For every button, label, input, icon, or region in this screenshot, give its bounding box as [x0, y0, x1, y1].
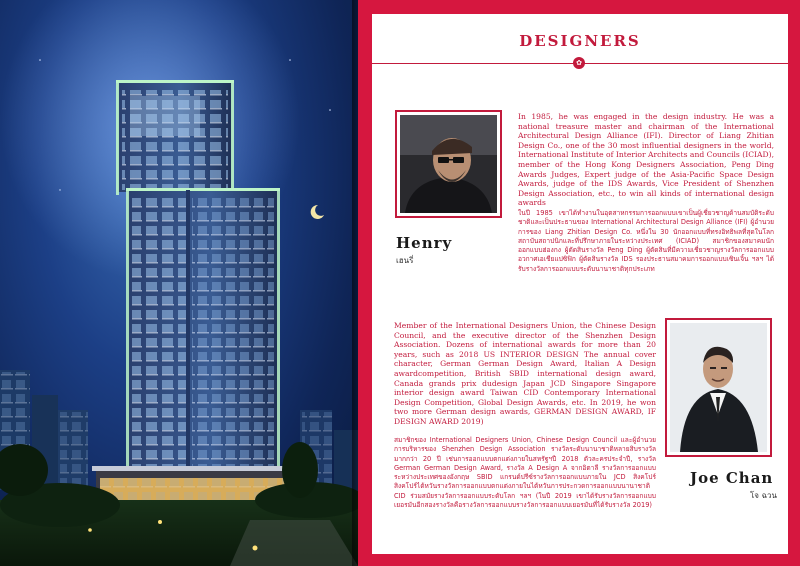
henry-bio-th: ในปี 1985 เขาได้ทำงานในอุตสาหกรรมการออกแบบเขาเป็นผู้เชี่ยวชาญด้านสมบัติระดับชาติและเป็นประธานของ International Architectural Design Alliance (IFI) ผู้อำนวยการของ Liang Zhitian Design Co. หนึ่งใน 30 นักออกแบบที่ทรงอิทธิพลที่สุดในโลก สถาบันสถาปนิกและที่ปรึกษาภายในระหว่างประเทศ (ICIAD) สมาชิกของสมาคมนักออกแบบฮ่องกง ผู้ตัดสินรางวัล Peng Ding ผู้ตัดสินที่มีความเชี่ยวชาญรางวัลการออกแบบอวกาศเอเชียแปซิฟิก ผู้ตัดสินรางวัล IDS รองประธานสมาคมการออกแบบเซินเจิ้น ฯลฯ ได้รับรางวัลการออกแบบระดับนานาชาติทุกประเภท: [518, 209, 774, 273]
henry-name: Henry: [396, 234, 453, 252]
joe-chan-photo-frame: [665, 318, 772, 457]
joe-chan-name-th: โจ ฉวน: [750, 491, 777, 500]
night-tower-illustration: [0, 0, 358, 566]
joe-chan-bio-th: สมาชิกของ International Designers Union, Chinese Design Council และผู้อำนวยการบริหารของ Shenzhen Design Association รางวัลระดับนานาชาติหลายสิบรางวัลมากกว่า 20 ปี เช่นการออกแบบตกแต่งภายในสหรัฐฯปี 2018 ตัวละครประจำปี, รางวัล German German Design Award, รางวัล A Design A จากอิตาลี รางวัลการออกแบบระหว่างประเทศของอังกฤษ SBID แกรนด์ปรีซ์รางวัลการออกแบบภายใน JCD สิงคโปร์ สิงคโปร์ไต้หวันรางวัลการออกแบบตกแต่งภายในไต้หวันการประกวดการออกแบบนานาชาติ CID ร่วมสมัยรางวัลการออกแบบระดับโลก ฯลฯ (ในปี 2019 เขาได้รับรางวัลการออกแบบเยอรมันอีกสองรางวัลคือรางวัลการออกแบบรางวัลการออกแบบเยอรมันที่ได้รับรางวัล 2019): [394, 436, 656, 510]
designers-panel: [372, 14, 788, 554]
joe-chan-name: Joe Chan: [690, 469, 774, 487]
henry-portrait-photo: [400, 115, 497, 213]
henry-portrait-icon: [400, 115, 497, 213]
section-heading: DESIGNERS: [519, 32, 641, 50]
joe-chan-bio-en: Member of the International Designers Union, the Chinese Design Council, and the executive director of the Shenzhen Design Association. Dozens of international awards for more than 20 years, such as 2018 US INTERIOR DESIGN The annual cover character, German German Design Award, Italian A Design awardcompetition, British SBID international design award, Canada grands prix dudesign Japan JCD Singapore Singapore interior design award Taiwan CID Contemporary International Design Competition, Global Design Awards, etc. In 2019, he won two more German design awards, GERMAN DESIGN AWARD, IF DESIGN AWARD 2019): [394, 321, 656, 426]
henry-name-th: เฮนรี่: [396, 256, 414, 265]
henry-bio-en: In 1985, he was engaged in the design industry. He was a national treasure master and chairman of the International Architectural Design Alliance (IFI). Director of Liang Zhitian Design Co., one of the 30 most influential designers in the world, International Institute of Interior Architects and Councils (ICIAD), member of the Hong Kong Designers Association, Peng Ding Awards Judges, Expert judge of the Asia-Pacific Space Design Awards, judge of the IDS Awards, Vice President of Shenzhen Design Association, etc., to win all kinds of international design awards: [518, 112, 774, 208]
emblem-icon: ✿: [573, 57, 585, 69]
tower-rendering-image: [0, 0, 358, 566]
henry-photo-frame: [395, 110, 502, 218]
joe-chan-portrait-icon: [670, 323, 767, 452]
designers-page: [358, 0, 800, 566]
joe-chan-portrait-photo: [670, 323, 767, 452]
